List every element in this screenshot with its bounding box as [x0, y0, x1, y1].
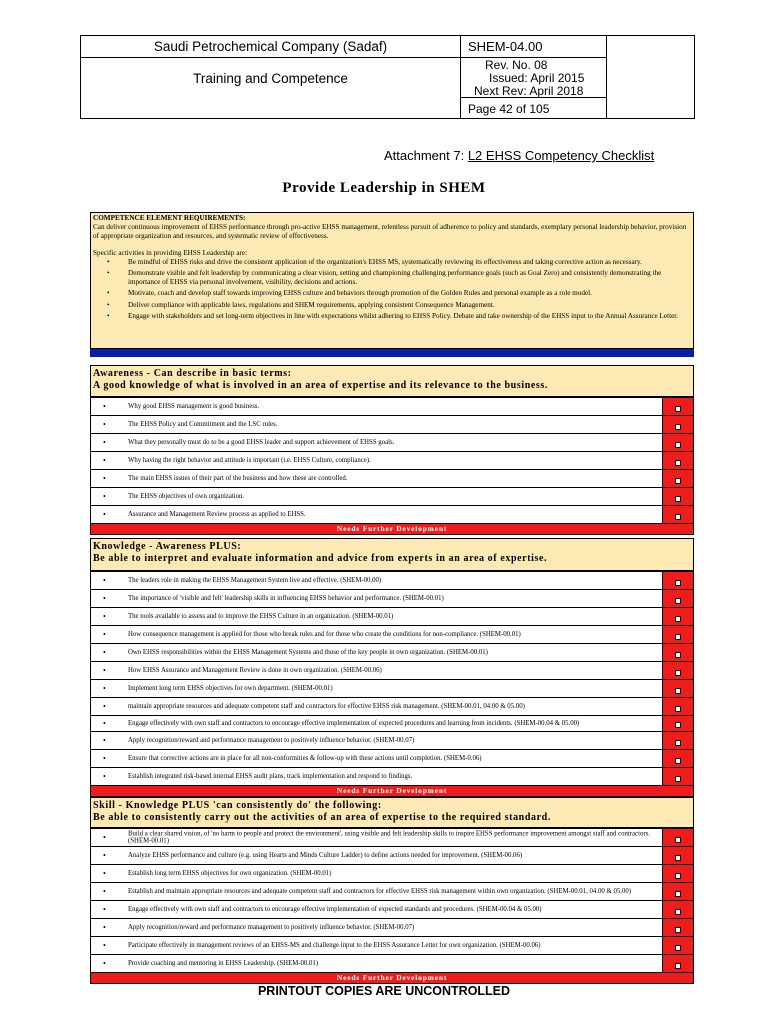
requirements-list [93, 258, 691, 321]
checkbox-cell [662, 416, 693, 433]
document-title: Training and Competence [193, 71, 348, 86]
checkbox-icon[interactable] [675, 460, 681, 466]
checklist-row [91, 768, 693, 786]
checkbox-cell [662, 847, 693, 864]
checklist-row [91, 470, 693, 488]
section-heading-skill [90, 797, 694, 828]
checkbox-cell [662, 572, 693, 589]
checklist-row [91, 919, 693, 937]
checklist-row [91, 434, 693, 452]
checkbox-icon[interactable] [675, 688, 681, 694]
checkbox-cell [662, 452, 693, 469]
checklist-item-text: Assurance and Management Review process as applied to EHSS. [128, 510, 306, 518]
revision-number: Rev. No. 08 [485, 58, 548, 72]
needs-development-bar: Needs Further Development [91, 786, 693, 796]
bullet: • [103, 575, 106, 585]
checklist-row [91, 488, 693, 506]
bullet: • [103, 940, 106, 950]
checkbox-icon[interactable] [675, 758, 681, 764]
checklist-item-text: Own EHSS responsibilities within the EHSS Management Systems and those of the key people in own organization. (SHEM-00.01) [128, 648, 488, 656]
checkbox-cell [662, 434, 693, 451]
checkbox-icon[interactable] [675, 927, 681, 933]
checkbox-icon[interactable] [675, 514, 681, 520]
checkbox-icon[interactable] [675, 496, 681, 502]
document-header [80, 35, 695, 119]
checkbox-cell [662, 768, 693, 785]
checklist-row [91, 716, 693, 732]
section-heading-line1: Skill - Knowledge PLUS 'can consistently do' the following: [93, 800, 382, 811]
bullet: • [103, 753, 106, 763]
checklist-item-text: The main EHSS issues of their part of the business and how these are controlled. [128, 474, 348, 482]
checkbox-icon[interactable] [675, 670, 681, 676]
checkbox-icon[interactable] [675, 424, 681, 430]
checklist-item-text: Ensure that corrective actions are in place for all non-conformities & follow-up with these actions until completion. (SHEM-0.06) [128, 754, 482, 762]
bullet: • [103, 665, 106, 675]
competence-requirements [90, 212, 694, 349]
checklist-row [91, 955, 693, 973]
divider [460, 36, 461, 118]
checklist-row [91, 644, 693, 662]
divider [606, 36, 607, 118]
checklist-row [91, 901, 693, 919]
checklist-row [91, 506, 693, 524]
bullet: • [103, 886, 106, 896]
checkbox-icon[interactable] [675, 740, 681, 746]
checklist-item-text: Implement long term EHSS objectives for own department. (SHEM-00.01) [128, 684, 333, 692]
bullet: • [103, 850, 106, 860]
checkbox-icon[interactable] [675, 406, 681, 412]
checklist-row [91, 698, 693, 716]
checklist-row [91, 662, 693, 680]
bullet: • [103, 683, 106, 693]
checklist-item-text: Analyze EHSS performance and culture (e.g. using Hearts and Minds Culture Ladder) to define actions needed for improvement. (SHEM-00.06) [128, 851, 523, 859]
blue-divider-bar [90, 349, 694, 357]
bullet: • [103, 771, 106, 781]
checklist-item-text: maintain appropriate resources and adequate competent staff and contractors for effective EHSS risk management. (SHEM-00.01, 04.00 & 05.00) [128, 702, 525, 710]
bullet: • [103, 611, 106, 621]
section-heading-line2: Be able to interpret and evaluate information and advice from experts in an area of expertise. [93, 552, 548, 564]
checkbox-icon[interactable] [675, 945, 681, 951]
checklist-row [91, 572, 693, 590]
checklist-item-text: Engage effectively with own staff and contractors to encourage effective implementation of expected standards and procedures. (SHEM-00.04 & 05.00) [128, 905, 542, 913]
checkbox-icon[interactable] [675, 598, 681, 604]
checkbox-cell [662, 506, 693, 523]
checkbox-cell [662, 488, 693, 505]
attachment-prefix: Attachment 7: [384, 148, 468, 163]
checklist-item-text: The EHSS objectives of own organization. [128, 492, 245, 500]
bullet: • [103, 904, 106, 914]
bullet: • [103, 491, 106, 501]
bullet: • [103, 832, 106, 842]
checklist-row [91, 452, 693, 470]
checkbox-cell [662, 662, 693, 679]
checklist-item-text: How consequence management is applied for those who break rules and for those who create the conditions for non-compliance. (SHEM-00.01) [128, 630, 521, 638]
requirements-title: COMPETENCE ELEMENT REQUIREMENTS: [93, 214, 246, 222]
attachment-heading [384, 148, 654, 163]
checkbox-icon[interactable] [675, 837, 681, 843]
checkbox-cell [662, 590, 693, 607]
checkbox-icon[interactable] [675, 909, 681, 915]
bullet: • [103, 647, 106, 657]
checklist-item-text: The EHSS Policy and Commitment and the LSC rules. [128, 420, 278, 428]
bullet: • [103, 509, 106, 519]
checkbox-cell [662, 829, 693, 846]
checklist-item-text: Apply recognition/reward and performance management to positively influence behavior. (SHEM-00.07) [128, 736, 415, 744]
checklist-row [91, 750, 693, 768]
checkbox-icon[interactable] [675, 580, 681, 586]
checkbox-cell [662, 750, 693, 767]
checklist-row [91, 416, 693, 434]
section-heading-awareness [90, 365, 694, 397]
section-heading-line2: Be able to consistently carry out the activities of an area of expertise to the required standard. [93, 811, 551, 823]
checklist-item-text: How EHSS Assurance and Management Review is done in own organization. (SHEM-00.06) [128, 666, 382, 674]
requirements-intro: Can deliver continuous improvement of EHSS performance through pro-active EHSS management, relentless pursuit of adherence to policy and standards, exemplary personal leadership behavior, provision of appropriate organization and resources, and systematic review of effectiveness. [93, 223, 687, 241]
attachment-link[interactable]: L2 EHSS Competency Checklist [467, 148, 655, 163]
checklist-skill [90, 828, 694, 984]
checklist-row [91, 680, 693, 698]
checklist-item-text: Build a clear shared vision, of 'no harm to people and protect the environment', using visible and felt leadership skills to inspire EHSS performance improvement amongst staff and contractors. (SHEM-00.01) [128, 829, 650, 845]
checklist-item-text: Establish long term EHSS objectives for own organization. (SHEM-00.01) [128, 869, 332, 877]
checklist-row [91, 626, 693, 644]
bullet: • [103, 958, 106, 968]
bullet: • [103, 473, 106, 483]
checkbox-icon[interactable] [675, 891, 681, 897]
needs-development-bar: Needs Further Development [91, 524, 693, 534]
list-item: • Be mindful of EHSS risks and drive the consistent application of the organization's EHSS MS, systematically reviewing its effectiveness and taking corrective action as necessary. [128, 258, 691, 267]
checkbox-icon[interactable] [675, 652, 681, 658]
checkbox-cell [662, 470, 693, 487]
bullet: • [103, 718, 106, 728]
requirements-specific: Specific activities in providing EHSS Leadership are: [93, 248, 248, 257]
list-item: • Motivate, coach and develop staff towards improving EHSS culture and behaviors through promotion of the Golden Rules and personal example as a role model. [128, 289, 691, 298]
bullet: • [103, 629, 106, 639]
next-revision-date: Next Rev: April 2018 [474, 84, 584, 98]
document-code: SHEM-04.00 [468, 39, 543, 54]
bullet: • [103, 593, 106, 603]
checklist-row [91, 883, 693, 901]
checklist-awareness [90, 397, 694, 535]
checkbox-cell [662, 680, 693, 697]
checkbox-icon[interactable] [675, 776, 681, 782]
section-heading-line2: A good knowledge of what is involved in an area of expertise and its relevance to the business. [93, 379, 548, 391]
checkbox-cell [662, 937, 693, 954]
checkbox-cell [662, 901, 693, 918]
company-name: Saudi Petrochemical Company (Sadaf) [153, 39, 388, 54]
section-heading-knowledge [90, 538, 694, 571]
checklist-item-text: Participate effectively in management reviews of an EHSS-MS and challenge input to the EHSS Assurance Letter for own organization. (SHEM-00.06) [128, 941, 541, 949]
section-heading-line1: Knowledge - Awareness PLUS: [93, 541, 242, 552]
checkbox-icon[interactable] [675, 442, 681, 448]
checklist-item-text: Why having the right behavior and attitude is important (i.e. EHSS Culture, compliance). [128, 456, 371, 464]
checkbox-cell [662, 883, 693, 900]
checklist-item-text: Apply recognition/reward and performance management to positively influence behavior. (SHEM-00.07) [128, 923, 415, 931]
checkbox-icon[interactable] [675, 706, 681, 712]
checkbox-icon[interactable] [675, 616, 681, 622]
checkbox-icon[interactable] [675, 855, 681, 861]
checklist-row [91, 829, 693, 847]
bullet: • [103, 419, 106, 429]
checklist-item-text: The importance of 'visible and felt' leadership skills in influencing EHSS behavior and performance. (SHEM-00.01) [128, 594, 444, 602]
bullet: • [103, 401, 106, 411]
checkbox-cell [662, 955, 693, 972]
checkbox-cell [662, 644, 693, 661]
checklist-row [91, 608, 693, 626]
checkbox-cell [662, 626, 693, 643]
checkbox-icon[interactable] [675, 722, 681, 728]
bullet: • [103, 735, 106, 745]
checkbox-cell [662, 716, 693, 731]
checkbox-cell [662, 398, 693, 415]
bullet: • [103, 868, 106, 878]
checkbox-cell [662, 865, 693, 882]
checklist-item-text: The tools available to assess and to improve the EHSS Culture in an organization. (SHEM-00.01) [128, 612, 394, 620]
checklist-row [91, 847, 693, 865]
list-item: • Demonstrate visible and felt leadership by communicating a clear vision, setting and championing challenging performance goals (such as Goal Zero) and consistently demonstrating the importance of EHSS via personal involvement, visibility, decisions and actions. [128, 269, 691, 287]
uncontrolled-copy-notice: PRINTOUT COPIES ARE UNCONTROLLED [257, 984, 511, 998]
checkbox-icon[interactable] [675, 873, 681, 879]
checklist-row [91, 732, 693, 750]
checklist-item-text: Why good EHSS management is good business. [128, 402, 260, 410]
checklist-item-text: What they personally must do to be a good EHSS leader and support achievement of EHSS goals. [128, 438, 395, 446]
checkbox-icon[interactable] [675, 478, 681, 484]
checkbox-cell [662, 732, 693, 749]
bullet: • [103, 922, 106, 932]
page-number: Page 42 of 105 [468, 102, 550, 116]
checklist-item-text: Establish integrated risk-based internal EHSS audit plans, track implementation and respond to findings. [128, 772, 413, 780]
list-item: • Deliver compliance with applicable laws, regulations and SHEM requirements, applying consistent Consequence Management. [128, 301, 691, 310]
needs-development-bar: Needs Further Development [91, 973, 693, 983]
divider [81, 57, 460, 58]
checkbox-cell [662, 608, 693, 625]
checklist-item-text: Engage effectively with own staff and contractors to encourage effective implementation of expected procedures and learning from incidents. (SHEM-00.04 & 05.00) [128, 719, 580, 727]
checklist-row [91, 937, 693, 955]
checklist-item-text: The leaders role in making the EHSS Management System live and effective. (SHEM-00.00) [128, 576, 382, 584]
bullet: • [103, 455, 106, 465]
checklist-knowledge [90, 571, 694, 797]
checklist-row [91, 590, 693, 608]
section-heading-line1: Awareness - Can describe in basic terms: [93, 368, 292, 379]
list-item: • Engage with stakeholders and set long-term objectives in line with expectations whilst adhering to EHSS Policy. Debate and take ownership of the EHSS input to the Annual Assurance Letter. [128, 312, 691, 321]
checkbox-icon[interactable] [675, 963, 681, 969]
page-title: Provide Leadership in SHEM [282, 180, 486, 196]
checklist-item-text: Provide coaching and mentoring in EHSS Leadership. (SHEM-00.01) [128, 959, 319, 967]
checklist-row [91, 865, 693, 883]
checkbox-cell [662, 698, 693, 715]
issued-date: Issued: April 2015 [489, 71, 585, 85]
checklist-item-text: Establish and maintain appropriate resources and adequate competent staff and contractors for effective EHSS risk management within own organization. (SHEM-00.01, 04.00 & 05.00) [128, 887, 632, 895]
checkbox-cell [662, 919, 693, 936]
bullet: • [103, 701, 106, 711]
bullet: • [103, 437, 106, 447]
checkbox-icon[interactable] [675, 634, 681, 640]
checklist-row [91, 398, 693, 416]
